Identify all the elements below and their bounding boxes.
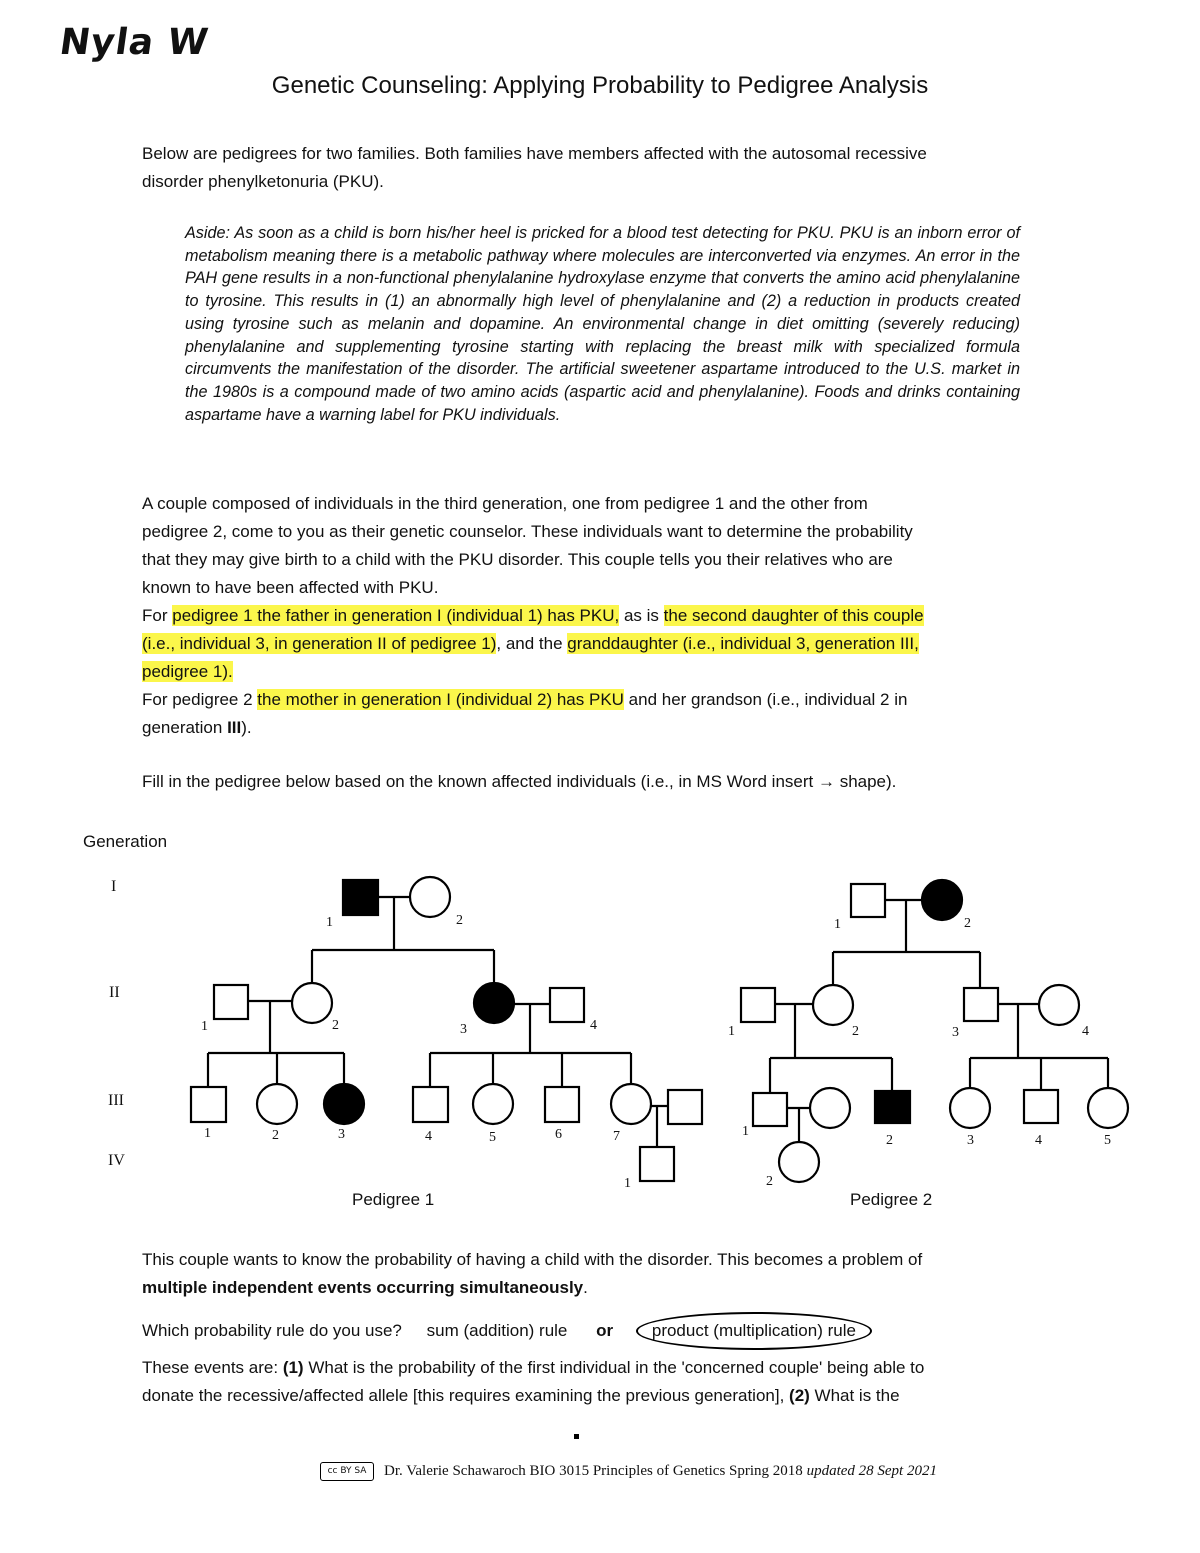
p1-II-2-female bbox=[292, 983, 332, 1023]
question-period: . bbox=[583, 1278, 588, 1297]
p2-III-1-spouse-female bbox=[810, 1088, 850, 1128]
generation-label: Generation bbox=[83, 832, 168, 851]
product-rule-option-circled: product (multiplication) rule bbox=[636, 1312, 872, 1350]
p1-label-III-3: 3 bbox=[338, 1127, 345, 1142]
cc-license-badge: cc BY SA bbox=[320, 1462, 374, 1481]
events-intro: These events are: bbox=[142, 1358, 283, 1377]
event-1-text-cont: donate the recessive/affected allele [this requires examining the previous generation], bbox=[142, 1386, 790, 1405]
p2-text-a: For pedigree 2 bbox=[142, 690, 258, 709]
p1-label-III-2: 2 bbox=[272, 1128, 279, 1143]
question-paragraph bbox=[142, 1246, 1062, 1302]
p2-text-e: III bbox=[227, 718, 242, 737]
p1-label-II-2: 2 bbox=[332, 1018, 339, 1033]
p1-III-1-male bbox=[191, 1087, 226, 1122]
event-1-text: What is the probability of the first individual in the 'concerned couple' being able to bbox=[303, 1358, 925, 1377]
pedigree-2 bbox=[741, 880, 1128, 1182]
p1-highlight-individual3: (i.e., individual 3, in generation II of pedigree 1) bbox=[142, 634, 497, 653]
intro-line-2: disorder phenylketonuria (PKU). bbox=[142, 172, 384, 191]
p2-I-2-affected-female bbox=[922, 880, 962, 920]
p1-label-II-1: 1 bbox=[201, 1019, 208, 1034]
p1-label-I-2: 2 bbox=[456, 913, 463, 928]
event-1-number: (1) bbox=[282, 1358, 304, 1377]
intro-line-1: Below are pedigrees for two families. Both families have members affected with the autosomal recessive bbox=[142, 144, 927, 163]
p2-highlight-mother: the mother in generation I (individual 2) has PKU bbox=[257, 690, 624, 709]
p2-label-III-1: 1 bbox=[742, 1124, 749, 1139]
p1-text-f: , and the bbox=[496, 634, 568, 653]
p1-III-7-spouse-male bbox=[668, 1090, 702, 1124]
pedigree1-title: Pedigree 1 bbox=[352, 1190, 435, 1209]
event-2-number: (2) bbox=[789, 1386, 810, 1405]
p1-III-6-male bbox=[545, 1087, 579, 1122]
page-dot bbox=[574, 1434, 579, 1439]
p2-II-4-female bbox=[1039, 985, 1079, 1025]
couple-line-3: that they may give birth to a child with the PKU disorder. This couple tells you their relatives who are bbox=[142, 550, 893, 569]
p1-label-III-1: 1 bbox=[204, 1126, 211, 1141]
question-line-1: This couple wants to know the probability of having a child with the disorder. This becomes a problem of bbox=[142, 1250, 923, 1269]
p1-text-a: For bbox=[142, 606, 173, 625]
p2-text-f: ). bbox=[241, 718, 252, 737]
p2-text-c: and her grandson (i.e., individual 2 in bbox=[623, 690, 908, 709]
aside-paragraph: Aside: As soon as a child is born his/her heel is pricked for a blood test detecting for PKU. PKU is an inborn error of metabolism meaning there is a metabolic pathway where molecules are interconverted via enzymes. An error in the PAH gene results in a non-functional phenylalanine hydroxylase enzyme that converts the amino acid phenylalanine to tyrosine. This results in (1) an abnormally high level of phenylalanine and (2) a reduction in products created using tyrosine such as melanin and dopamine. An environmental change in diet omitting (severely reducing) phenylalanine and supplementing tyrosine starting with replacing the breast milk with specialized formula circumvents the manifestation of the disorder. The artificial sweetener aspartame introduced to the U.S. market in the 1980s is a compound made of two amino acids (aspartic acid and phenylalanine). Foods and drinks containing aspartame have a warning label for PKU individuals. bbox=[185, 224, 1020, 424]
p1-II-3-affected-female bbox=[474, 983, 514, 1023]
p1-II-4-male bbox=[550, 988, 584, 1022]
gen-numeral-III: III bbox=[108, 1092, 124, 1109]
or-label: or bbox=[596, 1321, 614, 1340]
p2-text-d: generation bbox=[142, 718, 228, 737]
question-bold: multiple independent events occurring simultaneously bbox=[142, 1278, 584, 1297]
p2-label-III-4: 4 bbox=[1035, 1133, 1042, 1148]
rule-question bbox=[142, 1312, 1062, 1350]
fill-in-instruction: Fill in the pedigree below based on the known affected individuals (i.e., in MS Word insert → shape). bbox=[142, 772, 897, 791]
p1-highlight-daughter: the second daughter of this couple bbox=[663, 606, 924, 625]
p1-highlight-father: pedigree 1 the father in generation I (individual 1) has PKU, bbox=[172, 606, 620, 625]
p2-I-1-male bbox=[851, 884, 885, 917]
p2-label-II-1: 1 bbox=[728, 1024, 735, 1039]
p2-IV-2-female bbox=[779, 1142, 819, 1182]
handwritten-name: Nyla W bbox=[57, 22, 212, 63]
p1-III-3-affected-female bbox=[324, 1084, 364, 1124]
p1-label-II-3: 3 bbox=[460, 1022, 467, 1037]
event-2-text: What is the bbox=[809, 1386, 900, 1405]
p1-label-III-6: 6 bbox=[555, 1127, 562, 1142]
p1-II-1-male bbox=[214, 985, 248, 1019]
rule-question-text: Which probability rule do you use? bbox=[142, 1321, 402, 1340]
p1-I-1-affected-male bbox=[343, 880, 378, 915]
p2-label-IV-2: 2 bbox=[766, 1174, 773, 1189]
p1-label-I-1: 1 bbox=[326, 915, 333, 930]
p1-IV-1-male bbox=[640, 1147, 674, 1181]
p2-II-3-male bbox=[964, 988, 998, 1021]
p2-III-2-affected-male bbox=[875, 1091, 910, 1123]
p1-highlight-granddaughter: granddaughter (i.e., individual 3, generation III, bbox=[567, 634, 919, 653]
p1-label-III-7: 7 bbox=[613, 1129, 620, 1144]
p1-text-c: as is bbox=[619, 606, 664, 625]
footer-updated: updated 28 Sept 2021 bbox=[806, 1462, 937, 1479]
p2-label-III-3: 3 bbox=[967, 1133, 974, 1148]
p1-label-III-5: 5 bbox=[489, 1130, 496, 1145]
p1-III-5-female bbox=[473, 1084, 513, 1124]
p1-I-2-female bbox=[410, 877, 450, 917]
gen-numeral-IV: IV bbox=[108, 1152, 125, 1169]
footer-author: Dr. Valerie Schawaroch BIO 3015 Principles of Genetics Spring 2018 bbox=[384, 1462, 807, 1479]
p2-label-II-2: 2 bbox=[852, 1024, 859, 1039]
p1-label-IV-1: 1 bbox=[624, 1176, 631, 1191]
page-title: Genetic Counseling: Applying Probability to Pedigree Analysis bbox=[271, 72, 929, 99]
p1-III-4-male bbox=[413, 1087, 448, 1122]
p2-II-1-male bbox=[741, 988, 775, 1022]
pedigree-1 bbox=[191, 877, 702, 1181]
p2-label-III-5: 5 bbox=[1104, 1133, 1111, 1148]
p1-label-II-4: 4 bbox=[590, 1018, 597, 1033]
couple-line-4: known to have been affected with PKU. bbox=[142, 578, 439, 597]
p2-III-1-male bbox=[753, 1093, 787, 1126]
p2-III-3-female bbox=[950, 1088, 990, 1128]
p2-label-III-2: 2 bbox=[886, 1133, 893, 1148]
events-paragraph bbox=[142, 1354, 1062, 1410]
p1-III-7-female bbox=[611, 1084, 651, 1124]
p2-label-I-1: 1 bbox=[834, 917, 841, 932]
sum-rule-option: sum (addition) rule bbox=[426, 1321, 568, 1340]
pedigree2-title: Pedigree 2 bbox=[850, 1190, 933, 1209]
footer bbox=[320, 1462, 937, 1481]
p2-label-II-4: 4 bbox=[1082, 1024, 1089, 1039]
p1-III-2-female bbox=[257, 1084, 297, 1124]
gen-numeral-I: I bbox=[111, 878, 117, 895]
couple-line-2: pedigree 2, come to you as their genetic counselor. These individuals want to determine the probability bbox=[142, 522, 913, 541]
p1-label-III-4: 4 bbox=[425, 1129, 432, 1144]
couple-line-1: A couple composed of individuals in the third generation, one from pedigree 1 and the other from bbox=[142, 494, 868, 513]
p2-II-2-female bbox=[813, 985, 853, 1025]
p1-highlight-pedigree1: pedigree 1). bbox=[142, 662, 233, 681]
p2-III-4-male bbox=[1024, 1090, 1058, 1123]
p2-III-5-female bbox=[1088, 1088, 1128, 1128]
p2-label-I-2: 2 bbox=[964, 916, 971, 931]
gen-numeral-II: II bbox=[109, 984, 120, 1001]
p2-label-II-3: 3 bbox=[952, 1025, 959, 1040]
